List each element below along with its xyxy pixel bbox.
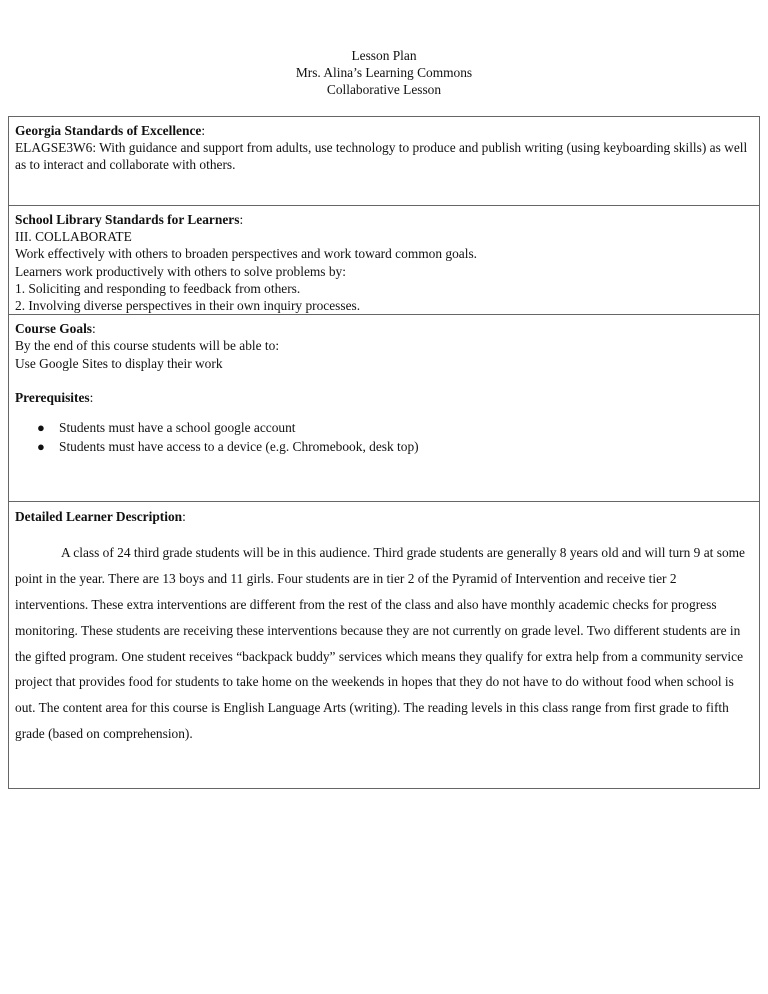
library-line: 1. Soliciting and responding to feedback from others. bbox=[15, 280, 301, 296]
standards-heading-colon: : bbox=[201, 123, 206, 138]
library-line: Learners work productively with others to solve problems by: bbox=[15, 263, 346, 279]
lesson-plan-table bbox=[8, 116, 760, 789]
goals-heading-line bbox=[15, 320, 753, 337]
library-line: Work effectively with others to broaden perspectives and work toward common goals. bbox=[15, 246, 478, 262]
standards-text: ELAGSE3W6: With guidance and support from adults, use technology to produce and publish writing (using keyboarding skills) as well as to interact and collaborate with others. bbox=[15, 140, 748, 173]
standards-row bbox=[9, 117, 760, 206]
library-heading-colon: : bbox=[239, 212, 244, 227]
library-heading: School Library Standards for Learners bbox=[15, 212, 240, 227]
library-standards-row bbox=[9, 206, 760, 315]
learner-heading-colon: : bbox=[182, 509, 186, 525]
prereq-text: Students must have a school google account bbox=[59, 420, 296, 436]
document-header bbox=[0, 47, 768, 98]
learner-description-cell bbox=[9, 502, 760, 789]
prereq-heading: Prerequisites bbox=[15, 389, 90, 405]
doc-lesson-type: Collaborative Lesson bbox=[326, 82, 442, 97]
learner-heading: Detailed Learner Description bbox=[15, 509, 183, 525]
goals-heading: Course Goals bbox=[15, 321, 92, 337]
goals-line: Use Google Sites to display their work bbox=[15, 355, 223, 371]
prereq-heading-line bbox=[15, 389, 753, 406]
prereq-text: Students must have access to a device (e.g. Chromebook, desk top) bbox=[59, 439, 419, 455]
library-line: III. COLLABORATE bbox=[15, 229, 132, 245]
course-goals-cell bbox=[9, 315, 760, 502]
goals-heading-colon: : bbox=[92, 321, 96, 337]
library-standards-cell bbox=[9, 206, 760, 315]
standards-cell bbox=[9, 117, 760, 206]
goals-line: By the end of this course students will be able to: bbox=[15, 338, 280, 354]
doc-title: Lesson Plan bbox=[351, 48, 417, 63]
standards-heading-line bbox=[15, 122, 753, 139]
course-goals-row bbox=[9, 315, 760, 502]
library-line: 2. Involving diverse perspectives in their own inquiry processes. bbox=[15, 298, 361, 314]
library-heading-line bbox=[15, 211, 753, 228]
prereq-item bbox=[37, 418, 753, 437]
bullet-icon: ● bbox=[37, 420, 45, 436]
prereq-list bbox=[15, 418, 753, 456]
bullet-icon: ● bbox=[37, 439, 45, 455]
prereq-item bbox=[37, 437, 753, 456]
learner-description-row bbox=[9, 502, 760, 789]
learner-heading-line bbox=[15, 508, 753, 525]
standards-heading: Georgia Standards of Excellence bbox=[15, 123, 202, 138]
learner-paragraph: A class of 24 third grade students will be in this audience. Third grade students are generally 8 years old and will turn 9 at some point in the year. There are 13 boys and 11 girls. Four students are in tier 2 of the Pyramid of Intervention and receive tier 2 interventions. These extra interventions are different from the rest of the class and also have monthly academic checks for progress monitoring. These students are receiving these interventions because they are not currently on grade level. Two different students are in the gifted program. One student receives “backpack buddy” services which means they qualify for extra help from a community service project that provides food for students to take home on the weekends in hopes that they do not have to do without food when school is out. The content area for this course is English Language Arts (writing). The reading levels in this class range from first grade to fifth grade (based on comprehension). bbox=[15, 545, 745, 741]
prereq-heading-colon: : bbox=[89, 389, 94, 405]
doc-subtitle: Mrs. Alina’s Learning Commons bbox=[295, 65, 473, 80]
